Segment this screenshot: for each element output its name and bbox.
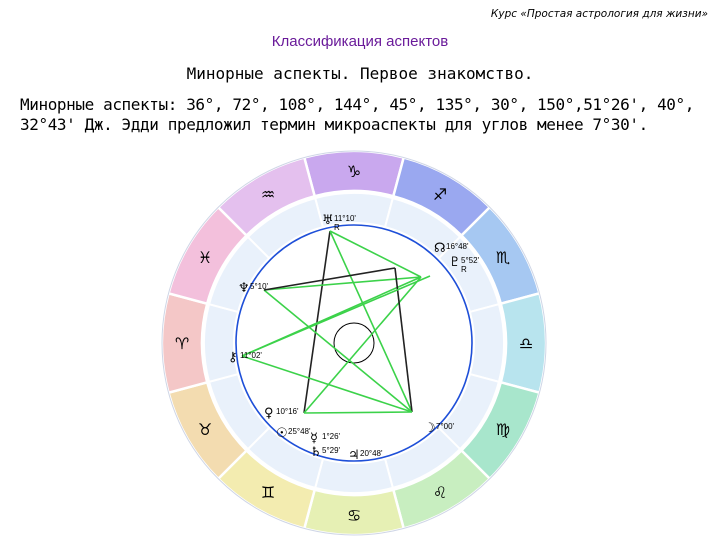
planet-degree-label: 11°02' xyxy=(240,351,262,360)
planet-degree-label: 20°48' xyxy=(360,449,383,458)
libra-icon: ♎ xyxy=(518,334,534,353)
uranus-icon: ♅ xyxy=(322,213,334,228)
retrograde-marker: R xyxy=(461,265,467,274)
capricorn-icon: ♑ xyxy=(346,162,362,181)
planet-degree-label: 16°48' xyxy=(446,242,469,251)
slide-heading: Классификация аспектов xyxy=(271,33,449,50)
planet-degree-label: 7°00' xyxy=(436,422,455,431)
gemini-icon: ♊ xyxy=(260,482,276,502)
aquarius-icon: ♒ xyxy=(260,185,276,205)
planet-degree-label: 5°29' xyxy=(322,446,341,455)
chiron-icon: ⚷ xyxy=(228,350,238,365)
neptune-icon: ♆ xyxy=(238,281,250,296)
sagittarius-icon: ♐ xyxy=(432,185,448,205)
aspect-line xyxy=(304,412,412,413)
virgo-icon: ♍ xyxy=(495,420,511,439)
center-circle xyxy=(334,323,374,363)
house-band xyxy=(204,304,238,382)
planet-degree-label: 5°10' xyxy=(250,282,269,291)
mercury-icon: ☿ xyxy=(310,431,318,446)
house-band xyxy=(470,304,504,382)
pluto-icon: ♇ xyxy=(449,255,461,270)
course-title: Курс «Простая астрология для жизни» xyxy=(490,8,708,20)
scorpio-icon: ♏ xyxy=(495,248,511,267)
planet-degree-label: 5°52' xyxy=(461,256,480,265)
taurus-icon: ♉ xyxy=(197,420,213,439)
planet-degree-label: 10°16' xyxy=(276,407,299,416)
node-icon: ☊ xyxy=(434,241,446,256)
sun-icon: ☉ xyxy=(276,426,288,441)
planet-degree-label: 11°10' xyxy=(334,214,356,223)
aries-icon: ♈ xyxy=(174,334,190,353)
moon-icon: ☽ xyxy=(424,421,436,436)
slide-subheading: Минорные аспекты. Первое знакомство. xyxy=(186,64,534,83)
body-paragraph: Минорные аспекты: 36°, 72°, 108°, 144°, 45°, 135°, 30°, 150°,51°26', 40°, 32°43' Дж. Эдди предложил термин микроаспекты для углов менее 7°30'. xyxy=(20,95,694,134)
saturn-icon: ♄ xyxy=(310,445,322,460)
pisces-icon: ♓ xyxy=(197,248,213,267)
venus-icon: ♀ xyxy=(264,406,274,421)
planet-degree-label: 25°48' xyxy=(288,427,311,436)
planet-degree-label: 1°26' xyxy=(322,432,341,441)
retrograde-marker: R xyxy=(334,223,340,232)
leo-icon: ♌ xyxy=(432,482,448,502)
jupiter-icon: ♃ xyxy=(348,448,360,463)
house-band xyxy=(315,459,393,493)
cancer-icon: ♋ xyxy=(346,506,362,525)
